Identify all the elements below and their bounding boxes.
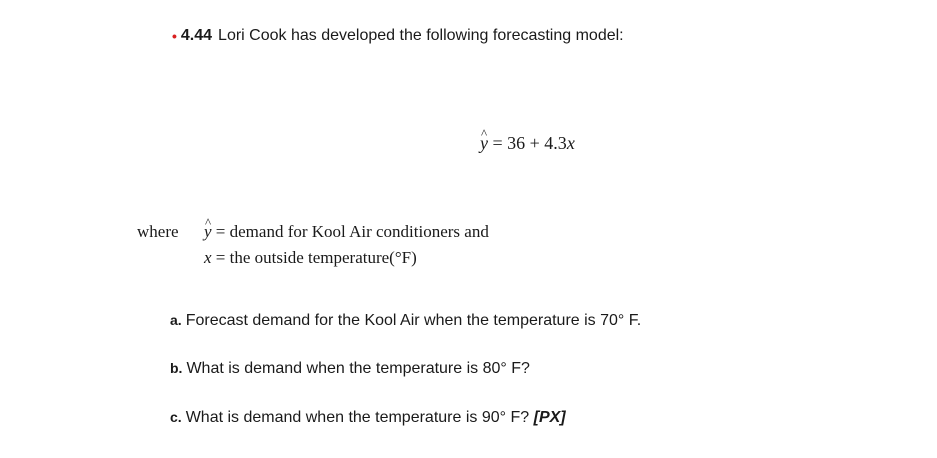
problem-statement: Lori Cook has developed the following forecasting model: (218, 27, 624, 44)
equation-rhs: = 36 + 4.3 (492, 133, 567, 153)
question-a-text: Forecast demand for the Kool Air when the temperature is 70° F. (185, 312, 642, 329)
where-label: where (137, 222, 179, 241)
problem-number: 4.44 (180, 27, 213, 44)
question-c-text: What is demand when the temperature is 90° F? (185, 409, 530, 426)
definition-x-symbol: x (204, 248, 212, 267)
question-b-letter: b. (170, 360, 183, 376)
definition-yhat (204, 222, 489, 242)
question-c-letter: c. (170, 409, 182, 425)
problem-header (172, 27, 624, 45)
definition-x (204, 248, 417, 268)
question-a (170, 312, 641, 330)
question-a-letter: a. (170, 312, 182, 328)
definition-x-text: = the outside temperature(°F) (215, 248, 417, 267)
bullet-icon: • (172, 28, 177, 44)
forecast-equation (480, 133, 575, 154)
equation-rhs-var: x (566, 133, 575, 153)
equation-yhat: ^ y (480, 133, 488, 154)
question-b-text: What is demand when the temperature is 80° F? (186, 360, 530, 377)
question-b (170, 360, 530, 378)
definition-yhat-text: = demand for Kool Air conditioners and (215, 222, 489, 241)
definition-yhat-symbol: ^ y (204, 222, 212, 242)
question-c-tag: [PX] (533, 409, 566, 426)
question-c (170, 409, 566, 427)
